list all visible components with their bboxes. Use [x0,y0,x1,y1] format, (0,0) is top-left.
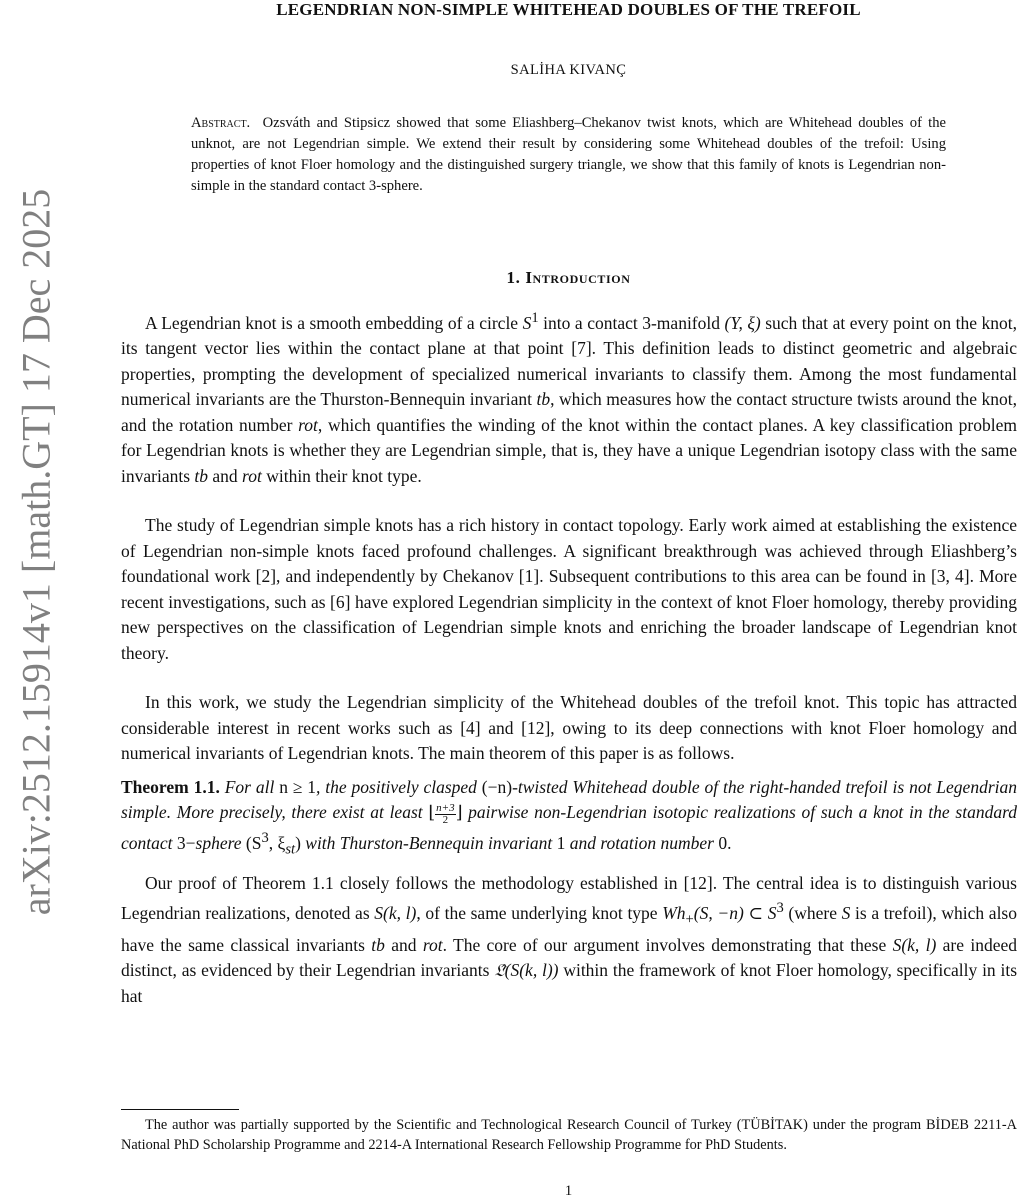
text-run: . [727,832,732,853]
math-sub: + [685,911,694,928]
text-run: into a contact 3-manifold [538,312,725,333]
paper-title: LEGENDRIAN NON-SIMPLE WHITEHEAD DOUBLES OF THE TREFOIL [276,0,861,19]
author-name: SALİHA KIVANÇ [510,62,627,78]
text-run: and [208,465,243,486]
text-run: , which quantifies the winding of the knot within the contact planes. A key classification problem for Legendrian knots is whether they are Legendrian simple, that is, they have a unique Legendrian isotopy class with the same invariants [121,414,1017,486]
math-inline: 𝔏̂(S(k, l)) [494,960,559,981]
math-inline: S(k, l) [374,902,417,923]
math-sup: 3 [261,829,269,846]
arxiv-id: arXiv:2512.15914v1 [math.GT] 17 Dec 2025 [13,188,59,916]
fraction-denominator: 2 [442,813,449,826]
math-inline: (Y, ξ) [724,312,761,333]
text-run: , of the same underlying knot type [416,902,663,923]
body-text [121,306,1017,1009]
math-inline: ) [295,832,301,853]
text-run: (where [783,902,842,923]
text-run: , the positively clasped [316,776,482,797]
math-inline: 1 [556,832,566,853]
text-run: are indeed distinct, as evidenced by their Legendrian invariants [121,934,1017,981]
abstract-text: Ozsváth and Stipsicz showed that some Eliashberg–Chekanov twist knots, which are Whitehead doubles of the unknot, are not Legendrian simple. We extend their result by considering some Whitehead doubles of the trefoil: Using properties of knot Floer homology and the distinguished surgery triangle, we show that this family of knots is Legendrian non-simple in the standard contact 3-sphere. [191,115,946,194]
math-inline: 0 [718,832,728,853]
text-run: -twisted Whitehead double of the right-handed trefoil is not Legendrian simple. More precisely, there exist at least [121,776,1017,823]
math-inline: Wh [662,902,686,923]
text-run: . The core of our argument involves demonstrating that these [442,934,893,955]
paragraph-4 [121,871,1017,1010]
math-inline: tb [536,389,551,410]
math-inline: tb [194,465,209,486]
text-run: such that at every point on the knot, its tangent vector lies within the contact plane at that point [7]. This definition leads to distinct geometric and algebraic properties, prompting the development of specialized numerical invariants to classify them. Among the most fundamental numerical invariants are the Thurston-Bennequin invariant [121,312,1017,410]
math-fraction [435,803,455,826]
abstract [191,113,946,197]
text-run: within their knot type. [261,465,422,486]
math-sup: 1 [531,310,539,326]
math-sub: st [285,841,296,858]
text-run: within the framework of knot Floer homology, specifically in its hat [121,960,1017,1006]
page-number: 1 [564,1183,573,1199]
math-sup: 3 [776,900,784,917]
abstract-label: Abstract. [191,115,251,131]
theorem-1-1 [121,775,1017,863]
footnote-rule [121,1109,239,1110]
text-run: with Thurston-Bennequin invariant [300,832,557,853]
section-heading [120,268,1017,288]
text-run: sphere [195,832,246,853]
paragraph-3: In this work, we study the Legendrian simplicity of the Whitehead doubles of the trefoil knot. This topic has attracted considerable interest in recent works such as [4] and [12], owing to its deep connections with knot Floer homology and numerical invariants of Legendrian knots. The main theorem of this paper is as follows. [121,692,1017,764]
paragraph-2: The study of Legendrian simple knots has a rich history in contact topology. Early work aimed at establishing the existence of Legendrian non-simple knots faced profound challenges. A significant breakthrough was achieved through Eliashberg’s foundational work [2], and independently by Chekanov [1]. Subsequent contributions to this area can be found in [3, 4]. More recent investigations, such as [6] have explored Legendrian simplicity in the context of knot Floer homology, thereby providing new perspectives on the classification of Legendrian simple knots and enriching the broader landscape of Legendrian knot theory. [121,515,1017,663]
math-inline: rot [242,465,262,486]
section-title: Introduction [525,268,631,287]
text-run: For all [219,776,280,797]
math-floor-close: ⌋ [455,802,463,823]
math-floor-open: ⌊ [428,802,436,823]
math-inline: S [841,902,851,923]
text-run: Our proof of Theorem 1.1 closely follows the methodology established in [12]. The central idea is to distinguish various Legendrian realizations, denoted as [121,872,1017,923]
section-number: 1. [506,268,521,287]
theorem-heading: Theorem 1.1. [121,776,220,797]
math-inline: tb [371,934,385,955]
paragraph-1 [121,306,1017,489]
math-inline: rot [298,414,318,435]
text-run: is a trefoil), which also have the same classical invariants [121,902,1017,955]
text-run: and [384,934,423,955]
footnote: The author was partially supported by the Scientific and Technological Research Council of Turkey (TÜBİTAK) under the program BİDEB 2211-A National PhD Scholarship Programme and 2214-A International Research Fellowship Programme for PhD Students. [121,1117,1017,1153]
math-inline: S(k, l) [892,934,937,955]
fraction-numerator: n+3 [436,801,455,814]
math-inline: (S, −n) ⊂ S [693,902,777,923]
text-run: A Legendrian knot is a smooth embedding of a circle [145,312,523,333]
text-run: , which measures how the contact structure twists around the knot, and the rotation number [121,389,1017,435]
math-inline: (S [245,832,262,853]
text-run: pairwise non-Legendrian isotopic realizations of such a knot in the standard contact [121,802,1017,853]
math-inline: rot [422,934,443,955]
math-inline: , ξ [268,832,286,853]
math-inline: n ≥ 1 [279,776,317,797]
math-inline: S [522,312,532,333]
math-inline: 3− [176,832,196,853]
math-inline: (−n) [481,776,513,797]
text-run: and rotation number [565,832,719,853]
